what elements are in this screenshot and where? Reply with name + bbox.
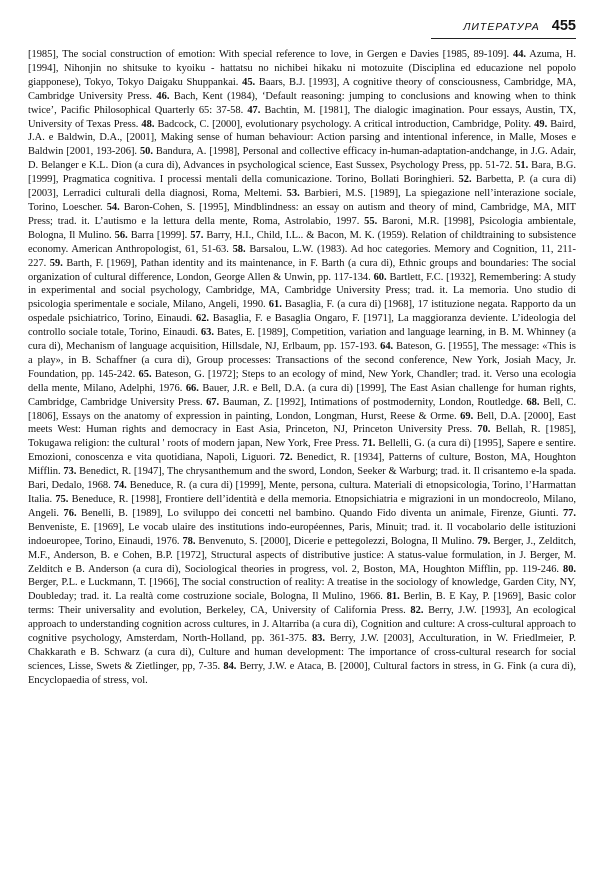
entry-text: Basaglia, F. e Basaglia Ongaro, F. [1971], La maggioranza deviente. L’ideologia del controllo sociale totale, Torino, Einaudi.: [28, 313, 576, 339]
entry-number: 76.: [63, 507, 77, 519]
entry-text: Bauer, J.R. e Bell, D.A. (a cura di) [1999], The East Asian challenge for human rights, Cambridge, Cambridge University Press.: [28, 382, 577, 408]
entry-text: Bachtin, M. [1981], The dialogic imagination. Pour essays, Austin, TX, University of Texas Press.: [28, 104, 577, 130]
bibliography-entry: [28, 49, 509, 60]
entry-number: 46.: [156, 90, 170, 102]
entry-number: 48.: [141, 118, 155, 130]
entry-number: 84.: [223, 660, 237, 672]
entry-text: Barry, H.I., Child, I.L.. & Bacon, M. K. (1959). Relation of childtraining to subsistence economy. American Anthropologist, 61, 51-63.: [28, 229, 577, 255]
entry-number: 51.: [515, 160, 529, 172]
entry-text: [1985], The social construction of emotion: With special reference to love, in Gergen e Davies [1985, 89-109].: [28, 49, 510, 60]
entry-text: Bara, B.G. [1999], Pragmatica cognitiva. I processi mentali della comunicazione. Torino, Bollati Boringhieri.: [28, 160, 577, 186]
entry-text: Bateson, G. [1955], The message: «This is a play», in B. Schaffner (a cura di), Group processes: Transactions of the second conference, New York, Josiah Macy, Jr. Foundation, pp. 145-242.: [28, 341, 576, 380]
entry-text: Baroni, M.R. [1998], Psicologia ambientale, Bologna, Il Mulino.: [28, 215, 577, 241]
entry-text: Baars, B.J. [1993], A cognitive theory of consciousness, Cambridge, MA, Cambridge University Press.: [28, 76, 577, 102]
entry-number: 66.: [185, 382, 199, 394]
bibliography-entry: [115, 230, 188, 241]
entry-text: Berry, J.W. e Ataca, B. [2000], Cultural factors in stress, in G. Fink (a cura di), Encyclopaedia of stress, vol.: [28, 660, 577, 686]
entry-number: 71.: [362, 438, 376, 450]
page-number: 455: [551, 18, 576, 34]
entry-number: 69.: [460, 410, 474, 422]
entry-number: 62.: [195, 313, 210, 325]
entry-number: 58.: [232, 243, 246, 255]
entry-number: 75.: [55, 494, 69, 505]
bibliography-text: [28, 48, 576, 688]
entry-text: Benedict, R. [1947], The chrysanthemum and the sword, London, Seeker & Warburg; trad. it. Il crisantemo e-la spada. Bari, Dedalo, 1968.: [28, 466, 576, 492]
entry-number: 80.: [562, 563, 577, 575]
entry-number: 82.: [410, 605, 424, 617]
entry-text: Bartlett, F.C. [1932], Remembering: A study in experimental and social psychology, Cambridge, MA, Cambridge University Press; trad. it. La memoria. Uno studio di psicologia sperimentale e sociale, Milano, Angeli, 1990.: [28, 271, 577, 311]
entry-number: 68.: [526, 396, 540, 408]
entry-number: 59.: [49, 257, 63, 269]
entry-text: Barth, F. [1969], Pathan identity and its maintenance, in F. Barth (a cura di), Ethnic groups and boundaries: The social organization of cultural difference, London, George Allen & Unwin, pp. 117-134.: [28, 257, 577, 283]
entry-text: Baron-Cohen, S. [1995], Mindblindness: an essay on autism and theory of mind, Cambridge, MA, MIT Press; trad. it. L’autismo e la lettura della mente, Roma, Astrolabio, 1997.: [28, 201, 576, 227]
entry-text: Bandura, A. [1998], Personal and collective efficacy in-human-adaptation-andchange, in J.G. Adair, D. Belanger e K.L. Dion (a cura di), Advances in psychological science, East Sussex, Psychology Press, pp. 51-72.: [28, 146, 577, 172]
entry-number: 70.: [477, 424, 491, 436]
entry-text: Berger, P.L. e Luckmann, T. [1966], The social construction of reality: A treatise in the sociology of knowledge, Garden City, NY, Doubleday; trad. it. La realtà come costruzione sociale, Bologna, Il Mulino, 1966.: [28, 577, 576, 603]
entry-number: 83.: [311, 633, 325, 645]
entry-text: Berlin, B. E Kay, P. [1969], Basic color terms: Their universality and evolution, Berkeley, CA, University of California Press.: [28, 591, 577, 617]
entry-text: Benveniste, E. [1969], Le vocab ulaire des institutions indo-européennes, Paris, Minuit; trad. it. Il vocabolario delle istituzioni indoeuropee, Torino, Einaudi, 1976.: [28, 521, 576, 547]
entry-number: 55.: [364, 215, 378, 227]
section-title: ЛИТЕРАТУРА: [463, 21, 540, 33]
entry-text: Barbieri, M.S. [1989], La spiegazione nell’interazione sociale, Torino, Loescher.: [28, 188, 577, 213]
entry-number: 60.: [373, 271, 387, 283]
entry-number: 81.: [386, 591, 400, 603]
entry-number: 45.: [242, 76, 256, 88]
entry-number: 54.: [106, 201, 120, 213]
entry-number: 44.: [512, 49, 527, 60]
entry-number: 78.: [182, 535, 196, 547]
entry-text: Berry, J.W. [2003], Acculturation, in W. Friedlmeier, P. Chakkarath e B. Schwarz (a cura di), Culture and human development: The importance of cross-cultural research for social sciences, Lisse, Swets & Zietlinger, pp, 7-35.: [28, 633, 577, 672]
entry-text: Basaglia, F. (a cura di) [1968], 17 istituzione negata. Rapporto da un ospedale psichiatrico, Torino, Einaudi.: [28, 299, 577, 325]
entry-number: 57.: [190, 229, 204, 241]
entry-text: Bellelli, G. (a cura di) [1995], Sapere e sentire. Emozioni, conoscenza e vita quotidiana, Napoli, Liguori.: [28, 438, 577, 464]
entry-text: Barsalou, L.W. (1983). Ad hoc categories. Memory and Cognition, 11, 211-227.: [28, 243, 576, 269]
entry-text: Beneduce, R. [1998], Frontiere dell’identità e della memoria. Etnopsichiatria e migrazioni in un mondocreolo, Milano, Angeli.: [28, 494, 577, 519]
entry-number: 73.: [63, 466, 77, 478]
entry-number: 79.: [477, 535, 491, 547]
entry-text: Benedict, R. [1934], Patterns of culture, Boston, MA, Houghton Mifflin.: [28, 452, 577, 478]
entry-text: Bell, D.A. [2000], East meets West: Human rights and democracy in East Asia, Princeton, NJ, Princeton University Press.: [28, 410, 576, 436]
entry-text: Benelli, B. [1989], Lo sviluppo dei concetti nel bambino. Quando Fido diventa un animale, Firenze, Giunti.: [81, 507, 559, 519]
entry-text: Beneduce, R. (a cura di) [1999], Mente, persona, cultura. Materiali di etnopsicologia, Torino, l’Harmattan Italia.: [28, 480, 577, 505]
entry-text: Berger, J., Zelditch, M.F., Anderson, B. e Cohen, B.P. [1972], Structural aspects of distributive justice: A status-value formulation, in J. Berger, M. Zelditch e B. Anderson (a cura di), Sociological theories in progress, vol. 2, Boston, MA, Houghton Mifflin, pp. 119-246.: [28, 535, 577, 575]
entry-text: Barra [1999].: [130, 229, 188, 241]
entry-text: Azuma, H. [1994], Nihonjin no shitsuke to kyoiku - hattatsu no nichibei hikaku ni motozuite (Disciplina ed educazione nel popolo giapponese), Tokyo, Tokyo Daigaku Shuppankai.: [28, 49, 577, 88]
entry-number: 65.: [138, 368, 152, 380]
bibliography-entry: [141, 119, 531, 130]
entry-number: 74.: [113, 480, 127, 492]
entry-number: 64.: [380, 341, 394, 353]
entry-text: Berry, J.W. [1993], An ecological approach to understanding cognition across cultures, in J. Altarriba (a cura di), Cognition and culture: A cross-cultural approach to cognitive psychology, Amsterdam, North-Holland, pp. 361-375.: [28, 605, 576, 645]
bibliography-entry: [182, 536, 474, 547]
entry-text: Bates, E. [1989], Competition, variation and language learning, in B. M. Whinney (a cura di), Mechanism of language acquisition, Hillsdale, NJ, Erlbaum, pp. 157-193.: [28, 327, 577, 353]
entry-number: 47.: [247, 104, 261, 116]
entry-number: 52.: [458, 174, 472, 186]
entry-number: 53.: [286, 188, 300, 200]
entry-text: Bateson, G. [1972]; Steps to an ecology of mind, New York, Chandler; trad. it. Verso una ecologia della mente, Milano, Adelphi, 1976.: [28, 368, 577, 394]
entry-text: Benvenuto, S. [2000], Dicerie e pettegolezzi, Bologna, Il Mulino.: [198, 535, 475, 547]
entry-text: Badcock, C. [2000], evolutionary psychology. A critical introduction, Cambridge, Polity.: [157, 118, 532, 130]
bibliography-entry: [206, 397, 523, 408]
entry-text: Bach, Kent (1984), ‘Default reasoning: jumping to conclusions and knowing when to think twice’, Pacific Philosophical Quarterly 65: 37-58.: [28, 90, 577, 116]
entry-number: 77.: [562, 507, 576, 519]
entry-number: 56.: [114, 229, 128, 241]
entry-number: 50.: [139, 146, 153, 158]
bibliography-entry: [64, 508, 559, 519]
entry-number: 49.: [534, 118, 548, 130]
header-rule: [431, 38, 576, 39]
entry-number: 72.: [279, 452, 293, 464]
entry-number: 61.: [268, 299, 282, 311]
running-head: [463, 18, 576, 34]
entry-text: Baird, J.A. e Baldwin, D.A., [2001], Making sense of human behaviour: Action parsing and intentional inference, in Malle, Moses e Baldwin [2001, 193-206].: [28, 118, 577, 158]
entry-text: Barbetta, P. (a cura di) [2003], Lerradici culturali della diagnosi, Roma, Meltemi.: [28, 174, 577, 200]
entry-text: Bellah, R. [1985], Tokugawa religion: the cultural ' roots of modern japan, New York, Free Press.: [28, 424, 577, 450]
entry-text: Bell, C. [1806], Essays on the anatomy of expression in painting, London, Longman, Hurst, Reese & Orme.: [28, 396, 577, 422]
entry-number: 67.: [206, 396, 220, 408]
entry-text: Bauman, Z. [1992], Intimations of postmodernity, London, Routledge.: [222, 396, 523, 408]
entry-number: 63.: [200, 327, 214, 339]
